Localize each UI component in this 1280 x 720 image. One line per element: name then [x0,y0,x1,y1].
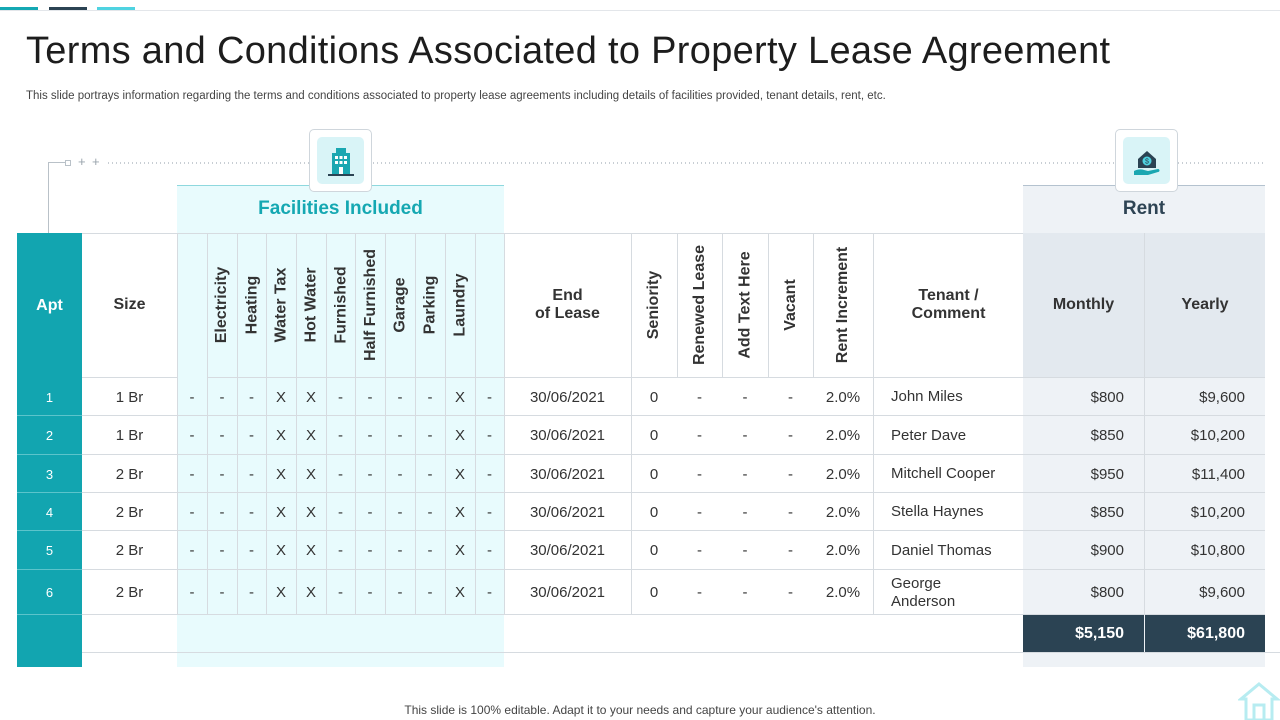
header-size: Size [82,233,177,378]
facility-col-divider [177,233,178,378]
table-row [17,570,1265,615]
facility-cell: - [249,427,254,444]
facility-cell: X [454,388,465,406]
rent-icon-box [1115,129,1178,192]
tenant-cell [873,416,1023,455]
facility-cell: - [367,584,373,601]
facility-cell: - [397,427,403,444]
facility-col-divider [415,378,416,615]
size-cell: 1 Br [115,388,144,406]
facility-cell: - [249,388,254,406]
facility-cell: - [338,465,343,483]
header-renewed-lease: Renewed Lease [677,233,722,378]
facility-cell: - [219,503,225,521]
facility-cell: X [275,542,286,559]
table-row [17,378,1265,416]
facility-cell: - [219,465,225,483]
facility-cell: X [305,503,316,521]
facility-cell: X [275,584,286,601]
facility-cell: - [219,542,225,559]
facility-cell: - [249,503,254,521]
facility-cell: X [305,584,316,601]
apt-number: 4 [45,504,54,520]
total-yearly: $61,800 [1145,615,1265,652]
facility-cell: - [427,388,433,406]
table-row [17,416,1265,455]
facility-cell: X [275,427,286,444]
apt-row-divider [17,614,82,615]
header-apt: Apt [36,296,63,314]
seniority-cell: 0 [649,542,659,559]
rent-group-label: Rent [1122,198,1166,219]
facility-cell: - [338,388,343,406]
apt-number: 1 [45,389,54,405]
dotted-line [1178,162,1265,164]
rent-increment-cell: 2.0% [825,465,861,483]
body-col-divider [631,233,632,615]
renewed-lease-cell: - [697,503,702,521]
top-rule [0,10,1280,11]
facility-cell: - [249,542,254,559]
end-of-lease-cell: 30/06/2021 [529,427,606,444]
facility-cell: - [427,503,433,521]
renewed-lease-cell: - [697,388,702,406]
facility-cell: - [397,584,403,601]
page-subtitle: This slide portrays information regarding the terms and conditions associated to property lease agreements including details of facilities provided, tenant details, rent, etc. [26,90,886,102]
home-icon [1238,681,1280,720]
facility-cell: - [367,427,373,444]
facility-col-divider [237,378,238,615]
table-bottom-line [82,652,1280,653]
tenant-cell [873,531,1023,570]
monthly-rent-cell: $850 [1090,427,1124,444]
header-top-line [82,233,1023,234]
vacant-cell: - [788,427,793,444]
renewed-lease-cell: - [697,465,702,483]
yearly-rent-cell: $9,600 [1199,388,1245,406]
facilities-icon-box [309,129,372,192]
facility-cell: - [487,465,492,483]
facility-cell: - [338,584,343,601]
plus-mark: + [78,154,86,169]
facility-cell: - [487,542,492,559]
header-laundry: Laundry [445,233,475,378]
facility-cell: - [427,465,433,483]
facility-cell: - [487,584,492,601]
facility-cell: - [427,584,433,601]
svg-text:$: $ [1144,158,1149,165]
header-add-text: Add Text Here [722,233,768,378]
body-col-divider [177,378,178,615]
vacant-cell: - [788,503,793,521]
add-text-cell: - [742,388,748,406]
monthly-rent-cell: $800 [1090,584,1124,601]
total-monthly: $5,150 [1023,615,1144,652]
header-garage: Garage [385,233,415,378]
add-text-cell: - [742,503,748,521]
renewed-lease-cell: - [697,584,702,601]
size-cell: 2 Br [115,465,144,483]
dotted-line [108,162,309,164]
facility-cell: - [189,465,195,483]
apt-number: 5 [45,543,54,558]
monthly-rent-cell: $850 [1090,503,1124,521]
yearly-rent-cell: $10,200 [1190,427,1245,444]
facility-cell: - [338,427,343,444]
header-monthly: Monthly [1023,233,1144,378]
size-cell: 2 Br [115,542,144,559]
facility-cell: - [189,584,195,601]
facility-col-divider [266,378,267,615]
monthly-rent-cell: $950 [1090,465,1124,483]
facility-cell: X [275,465,286,483]
yearly-rent-cell: $11,400 [1191,465,1245,483]
header-water-tax: Water Tax [266,233,296,378]
facility-cell: X [454,427,465,444]
header-half-furnished: Half Furnished [355,233,385,378]
seniority-cell: 0 [649,427,659,444]
seniority-cell: 0 [649,388,659,406]
tenant-name: John Miles [891,388,963,405]
vacant-cell: - [788,388,793,406]
facility-cell: - [338,503,343,521]
facility-cell: - [397,465,403,483]
apt-number: 3 [45,466,54,482]
facility-col-divider [355,378,356,615]
facility-cell: - [367,542,373,559]
body-col-divider [1144,378,1145,615]
facility-col-divider [296,378,297,615]
tenant-name: Mitchell Cooper [891,465,996,482]
facility-cell: X [305,427,316,444]
vacant-cell: - [788,465,793,483]
vacant-cell: - [788,584,793,601]
facility-cell: - [189,542,195,559]
header-tenant-comment: Tenant / Comment [873,233,1023,378]
table-row [17,531,1265,570]
renewed-lease-cell: - [697,542,702,559]
header-yearly: Yearly [1144,233,1265,378]
facility-cell: - [487,388,492,406]
facility-col-divider [445,378,446,615]
connector-line [48,162,66,233]
facility-cell: - [338,542,343,559]
facility-cell: - [487,427,492,444]
facility-col-divider [207,378,208,615]
facility-cell: - [189,388,195,406]
facility-cell: - [249,584,254,601]
yearly-rent-cell: $10,800 [1190,542,1245,559]
tenant-name: Daniel Thomas [891,541,992,559]
seniority-cell: 0 [649,503,659,521]
page-title: Terms and Conditions Associated to Property Lease Agreement [26,30,1111,72]
renewed-lease-cell: - [697,427,702,444]
tenant-name: George [891,574,942,592]
header-heating: Heating [237,233,267,378]
seniority-cell: 0 [649,584,659,601]
rent-increment-cell: 2.0% [825,388,861,406]
footer-note: This slide is 100% editable. Adapt it to your needs and capture your audience's attention. [404,703,876,717]
header-vacant: Vacant [768,233,813,378]
dotted-line [373,162,1115,164]
facility-cell: - [397,388,403,406]
header-hot-water: Hot Water [296,233,326,378]
rent-increment-cell: 2.0% [825,584,861,601]
facility-cell: - [487,503,492,521]
tenant-cell [873,378,1023,416]
end-of-lease-cell: 30/06/2021 [529,388,606,406]
facility-cell: - [367,388,373,406]
facility-cell: - [219,388,225,406]
size-cell: 2 Br [115,584,144,601]
tenant-comment: Anderson [891,592,956,610]
add-text-cell: - [742,465,748,483]
building-icon [324,144,358,178]
header-blank [475,233,504,378]
header-parking: Parking [415,233,445,378]
plus-mark: + [92,154,100,169]
facility-cell: - [397,503,403,521]
size-cell: 1 Br [115,427,144,444]
rent-increment-cell: 2.0% [825,542,861,559]
facility-cell: - [427,542,433,559]
tenant-cell [873,570,1023,615]
seniority-cell: 0 [649,465,659,483]
apt-number: 2 [45,428,54,443]
facility-cell: X [305,542,316,559]
facility-cell: - [249,465,254,483]
facility-cell: - [367,465,373,483]
facility-cell: - [219,584,225,601]
yearly-rent-cell: $10,200 [1190,503,1245,521]
tenant-cell [873,455,1023,493]
header-seniority: Seniority [631,233,677,378]
facility-cell: X [454,584,465,601]
facility-cell: X [275,503,286,521]
facility-cell: X [454,503,465,521]
facilities-group-label: Facilities Included [258,198,423,219]
vacant-cell: - [788,542,793,559]
money-house-hand-icon [1130,144,1164,178]
add-text-cell: - [742,542,748,559]
facility-cell: X [275,388,286,406]
end-of-lease-cell: 30/06/2021 [529,584,606,601]
facility-cell: X [454,542,465,559]
facility-cell: X [454,465,465,483]
facility-cell: - [397,542,403,559]
header-electricity: Electricity [207,233,237,378]
header-rent-increment: Rent Increment [813,233,873,378]
tenant-name: Peter Dave [891,426,967,444]
body-col-divider [504,233,505,615]
end-of-lease-cell: 30/06/2021 [529,465,606,483]
facility-cell: - [189,503,195,521]
rent-increment-cell: 2.0% [825,503,861,521]
end-of-lease-cell: 30/06/2021 [529,542,606,559]
header-furnished: Furnished [326,233,356,378]
add-text-cell: - [742,584,748,601]
facility-cell: - [219,427,225,444]
connector-node [65,160,71,166]
facility-col-divider [326,378,327,615]
monthly-rent-cell: $900 [1090,542,1124,559]
tenant-cell [873,493,1023,531]
facility-cell: - [427,427,433,444]
add-text-cell: - [742,427,748,444]
facility-col-divider [475,378,476,615]
size-cell: 2 Br [115,503,144,521]
facility-cell: X [305,465,316,483]
header-end-of-lease: End of Lease [504,233,631,378]
facility-col-divider [385,378,386,615]
rent-increment-cell: 2.0% [825,427,861,444]
monthly-rent-cell: $800 [1090,388,1124,406]
facility-cell: - [367,503,373,521]
table-row [17,493,1265,531]
end-of-lease-cell: 30/06/2021 [529,503,606,521]
table-row [17,455,1265,493]
facility-cell: - [189,427,195,444]
yearly-rent-cell: $9,600 [1199,584,1245,601]
facility-cell: X [305,388,316,406]
body-col-divider [873,378,874,615]
tenant-name: Stella Haynes [891,503,984,520]
apt-number: 6 [45,585,54,600]
